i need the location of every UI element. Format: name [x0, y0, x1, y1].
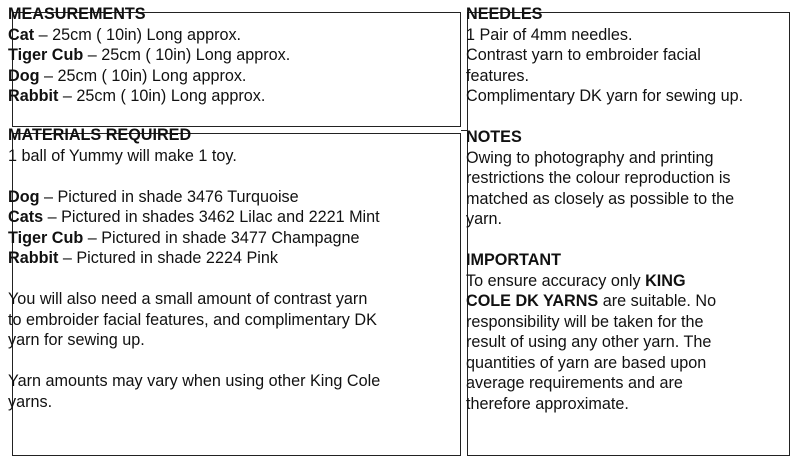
vary-text-line: Yarn amounts may vary when using other King Cole: [8, 372, 381, 390]
materials-section: [8, 125, 380, 412]
notes-heading: NOTES: [466, 128, 522, 146]
needles-line: 1 Pair of 4mm needles.: [466, 25, 633, 44]
important-line: quantities of yarn are based upon: [466, 353, 707, 372]
contrast-text-line: You will also need a small amount of contrast yarn: [8, 290, 368, 308]
notes-line: yarn.: [466, 210, 502, 228]
important-line: To ensure accuracy only KING: [466, 271, 686, 290]
measurements-section: [8, 4, 290, 107]
shade-item: Dog – Pictured in shade 3476 Turquoise: [8, 187, 299, 206]
contrast-text-line: yarn for sewing up.: [8, 331, 145, 349]
measurements-heading: MEASUREMENTS: [8, 5, 146, 23]
measurement-item: Cat – 25cm ( 10in) Long approx.: [8, 25, 242, 44]
important-line: COLE DK YARNS are suitable. No: [466, 292, 717, 310]
needles-line: features.: [466, 66, 529, 85]
notes-line: restrictions the colour reproduction is: [466, 169, 731, 187]
notes-line: matched as closely as possible to the: [466, 189, 735, 208]
materials-heading: MATERIALS REQUIRED: [8, 126, 192, 144]
needles-notes-section: [466, 4, 743, 414]
measurement-item: Tiger Cub – 25cm ( 10in) Long approx.: [8, 46, 291, 64]
contrast-text-line: to embroider facial features, and complimentary DK: [8, 310, 377, 329]
materials-intro: 1 ball of Yummy will make 1 toy.: [8, 146, 237, 165]
needles-heading: NEEDLES: [466, 5, 543, 23]
important-line: average requirements and are: [466, 374, 683, 392]
measurement-item: Dog – 25cm ( 10in) Long approx.: [8, 66, 247, 85]
shade-item: Cats – Pictured in shades 3462 Lilac and 2221 Mint: [8, 208, 380, 226]
shade-item: Rabbit – Pictured in shade 2224 Pink: [8, 249, 278, 267]
needles-line: Complimentary DK yarn for sewing up.: [466, 87, 744, 105]
important-line: responsibility will be taken for the: [466, 312, 704, 331]
measurement-item: Rabbit – 25cm ( 10in) Long approx.: [8, 87, 266, 105]
important-line: therefore approximate.: [466, 394, 629, 413]
important-heading: IMPORTANT: [466, 251, 562, 269]
needles-line: Contrast yarn to embroider facial: [466, 46, 701, 64]
shade-item: Tiger Cub – Pictured in shade 3477 Champagne: [8, 228, 360, 247]
notes-line: Owing to photography and printing: [466, 148, 714, 167]
vary-text-line: yarns.: [8, 392, 53, 411]
important-line: result of using any other yarn. The: [466, 333, 712, 351]
